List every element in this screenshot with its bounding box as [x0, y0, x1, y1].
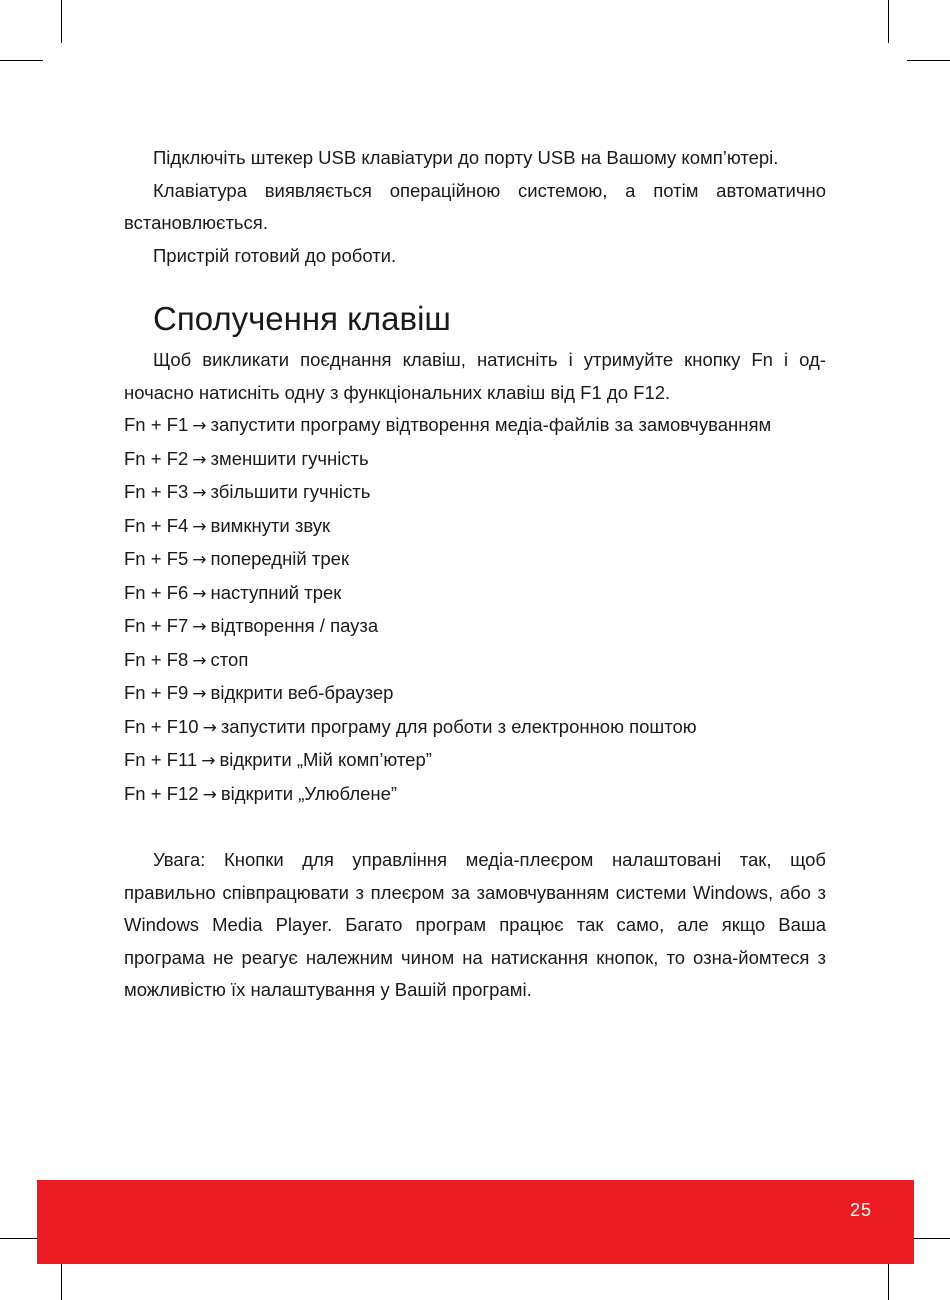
- arrow-right-icon: →: [202, 784, 217, 805]
- arrow-right-icon: →: [192, 483, 207, 503]
- shortcut-action: запустити програму відтворення медіа-файлів за замовчуванням: [210, 414, 772, 435]
- shortcut-keys: Fn + F11: [124, 749, 198, 770]
- shortcut-action: попередній трек: [210, 548, 350, 569]
- shortcut-keys: Fn + F2: [124, 447, 189, 469]
- arrow-right-icon: →: [192, 617, 207, 637]
- shortcut-item: [124, 644, 826, 678]
- shortcut-item: [124, 476, 826, 510]
- page-number: 25: [849, 1200, 872, 1220]
- intro-paragraph-ready: Пристрій готовий до роботи.: [153, 244, 397, 266]
- shortcut-action: стоп: [210, 648, 249, 670]
- shortcut-item: [124, 711, 826, 745]
- shortcut-action: відтворення / пауза: [210, 615, 379, 636]
- shortcut-item: [124, 543, 826, 577]
- arrow-right-icon: →: [202, 717, 217, 738]
- arrow-right-icon: →: [192, 684, 207, 704]
- shortcut-action: відкрити „Мій комп’ютер”: [219, 749, 432, 770]
- shortcut-item: [124, 610, 826, 644]
- crop-mark: [907, 60, 950, 61]
- section-title: Сполучення клавіш: [153, 300, 451, 337]
- arrow-right-icon: →: [192, 550, 207, 570]
- shortcut-keys: Fn + F4: [124, 514, 189, 536]
- shortcut-action: запустити програму для роботи з електронною поштою: [220, 715, 697, 737]
- shortcut-item: [124, 443, 826, 477]
- shortcut-list: [124, 409, 826, 811]
- shortcut-keys: Fn + F6: [124, 581, 189, 603]
- shortcut-keys: Fn + F12: [124, 782, 199, 804]
- shortcut-action: наступний трек: [210, 581, 342, 603]
- shortcut-action: вимкнути звук: [210, 514, 331, 536]
- section-description: Щоб викликати поєднання клавіш, натисніть і утримуйте кнопку Fn і од-ночасно натисніть одну з функціональних клавіш від F1 до F12.: [124, 349, 826, 403]
- shortcut-item: [124, 778, 826, 812]
- page-content: [124, 142, 826, 1007]
- note-paragraph: Увага: Кнопки для управління медіа-плеєром налаштовані так, щоб правильно співпрацювати з плеєром за замовчуванням системи Windows, або з Windows Media Player. Багато програм працює так само, але якщо Ваша програма не реагує належним чином на натискання кнопок, то озна-йомтеся з можливістю їх налаштування у Вашій програмі.: [124, 849, 826, 1000]
- shortcut-keys: Fn + F5: [124, 548, 189, 569]
- arrow-right-icon: →: [192, 583, 207, 604]
- shortcut-keys: Fn + F3: [124, 481, 189, 502]
- shortcut-item: [124, 409, 826, 443]
- shortcut-item: [124, 510, 826, 544]
- arrow-right-icon: →: [192, 416, 207, 436]
- shortcut-action: відкрити „Улюблене”: [220, 782, 398, 804]
- shortcut-item: [124, 677, 826, 711]
- arrow-right-icon: →: [192, 516, 207, 537]
- arrow-right-icon: →: [192, 650, 207, 671]
- shortcut-keys: Fn + F8: [124, 648, 189, 670]
- intro-paragraph-connect: Підключіть штекер USB клавіатури до порту USB на Вашому комп’ютері.: [153, 147, 779, 168]
- crop-mark: [0, 60, 43, 61]
- shortcut-item: [124, 577, 826, 611]
- shortcut-item: [124, 744, 826, 778]
- shortcut-keys: Fn + F10: [124, 715, 199, 737]
- shortcut-keys: Fn + F1: [124, 414, 189, 435]
- shortcut-keys: Fn + F7: [124, 615, 189, 636]
- shortcut-action: відкрити веб-браузер: [210, 682, 394, 703]
- crop-mark: [61, 0, 62, 43]
- shortcut-keys: Fn + F9: [124, 682, 189, 703]
- arrow-right-icon: →: [192, 449, 207, 470]
- arrow-right-icon: →: [201, 751, 216, 771]
- intro-paragraph-detect: Клавіатура виявляється операційною системою, а потім автоматично встановлюється.: [124, 179, 826, 233]
- shortcut-action: зменшити гучність: [210, 447, 369, 469]
- footer-band: [37, 1180, 914, 1264]
- crop-mark: [888, 0, 889, 43]
- shortcut-action: збільшити гучність: [210, 481, 371, 502]
